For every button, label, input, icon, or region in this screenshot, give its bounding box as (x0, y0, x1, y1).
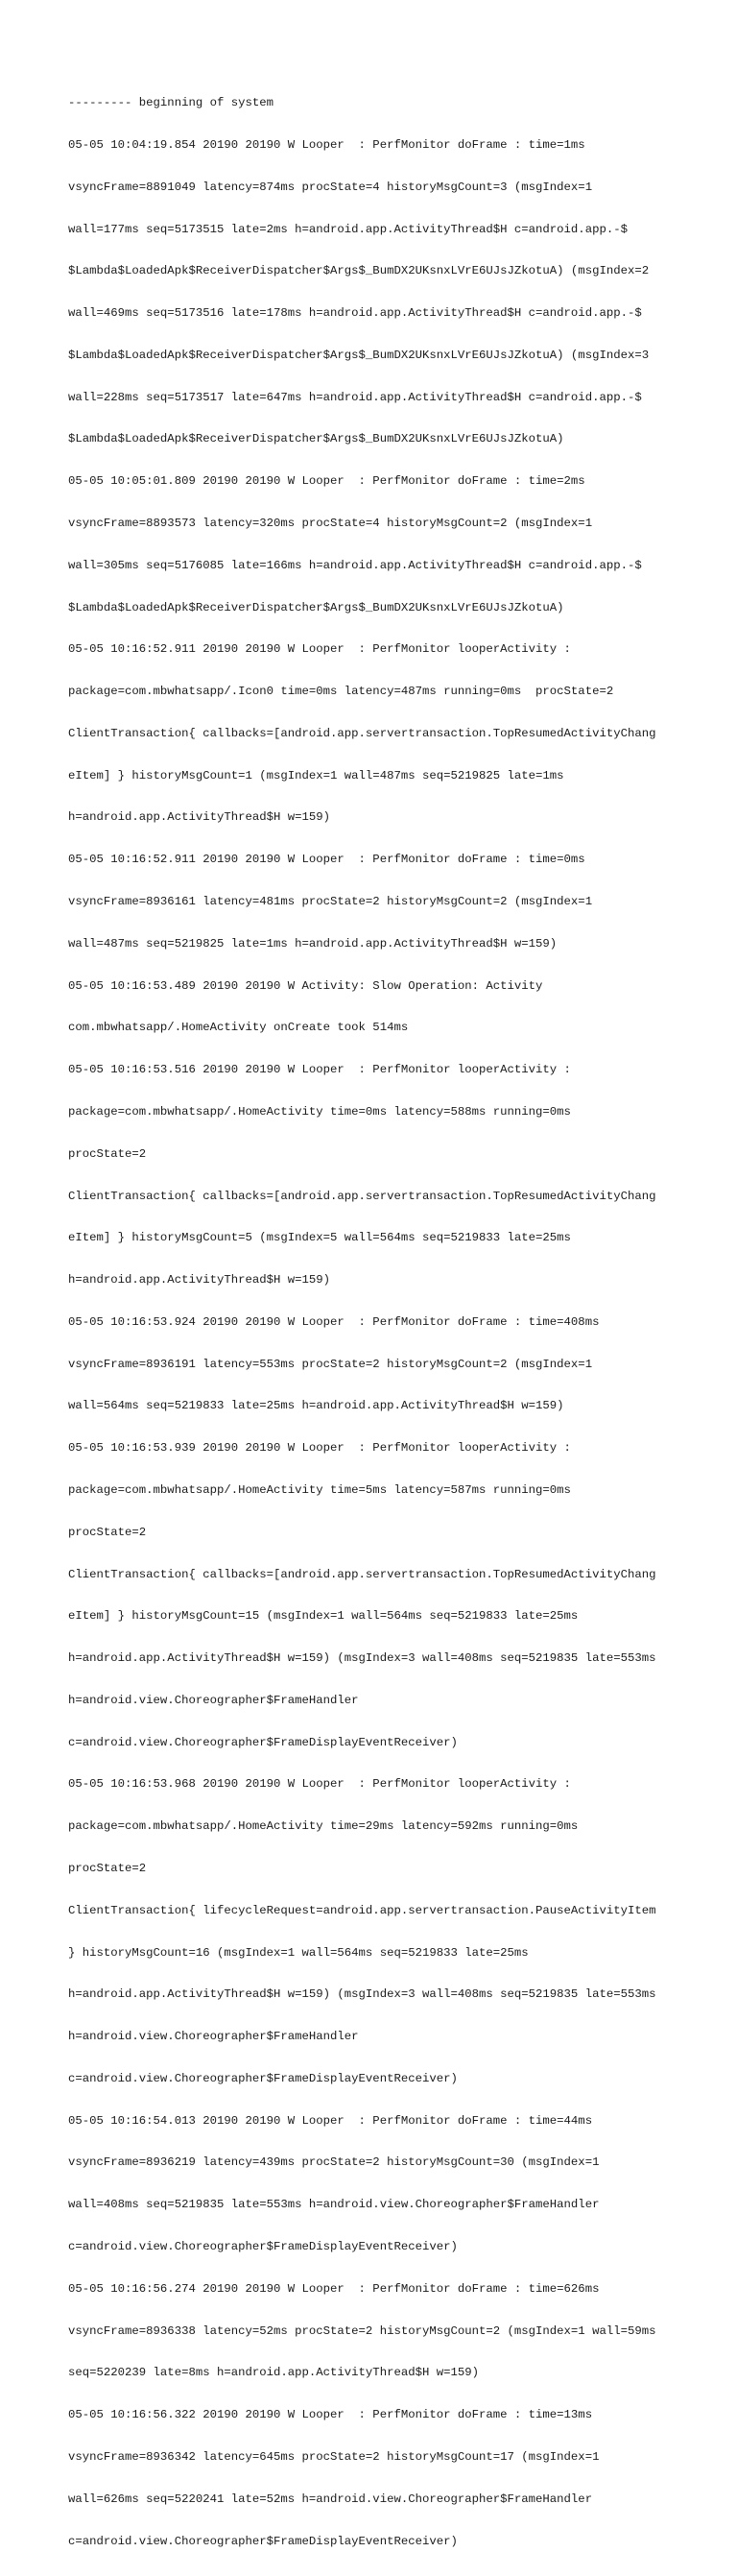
log-line: 05-05 10:16:53.924 20190 20190 W Looper : PerfMonitor doFrame : time=408ms (68, 1314, 600, 1329)
log-line: vsyncFrame=8936342 latency=645ms procState=2 historyMsgCount=17 (msgIndex=1 (68, 2449, 600, 2464)
log-line: package=com.mbwhatsapp/.HomeActivity time=29ms latency=592ms running=0ms (68, 1819, 579, 1834)
log-line: 05-05 10:05:01.809 20190 20190 W Looper : PerfMonitor doFrame : time=2ms (68, 474, 585, 489)
log-line: ClientTransaction{ callbacks=[android.app.servertransaction.TopResumedActivityChang (68, 726, 656, 740)
log-line: wall=564ms seq=5219833 late=25ms h=android.app.ActivityThread$H w=159) (68, 1399, 564, 1413)
log-line: vsyncFrame=8936219 latency=439ms procState=2 historyMsgCount=30 (msgIndex=1 (68, 2155, 600, 2170)
log-line: procState=2 (68, 1146, 147, 1161)
log-line: h=android.app.ActivityThread$H w=159) (msgIndex=3 wall=408ms seq=5219835 late=553ms (68, 1651, 656, 1666)
log-line: 05-05 10:16:56.322 20190 20190 W Looper : PerfMonitor doFrame : time=13ms (68, 2408, 593, 2422)
log-line: h=android.app.ActivityThread$H w=159) (msgIndex=3 wall=408ms seq=5219835 late=553ms (68, 1987, 656, 2002)
log-line: wall=177ms seq=5173515 late=2ms h=android.app.ActivityThread$H c=android.app.-$ (68, 222, 628, 236)
log-line: 05-05 10:16:54.013 20190 20190 W Looper : PerfMonitor doFrame : time=44ms (68, 2113, 593, 2128)
log-line: eItem] } historyMsgCount=15 (msgIndex=1 wall=564ms seq=5219833 late=25ms (68, 1609, 579, 1624)
log-line: 05-05 10:16:53.516 20190 20190 W Looper : PerfMonitor looperActivity : (68, 1063, 571, 1077)
log-line: vsyncFrame=8936191 latency=553ms procState=2 historyMsgCount=2 (msgIndex=1 (68, 1357, 593, 1371)
log-line: vsyncFrame=8936161 latency=481ms procState=2 historyMsgCount=2 (msgIndex=1 (68, 895, 593, 909)
log-line: $Lambda$LoadedApk$ReceiverDispatcher$Args$_BumDX2UKsnxLVrE6UJsJZkotuA) (msgIndex=2 (68, 264, 650, 278)
log-line: wall=469ms seq=5173516 late=178ms h=android.app.ActivityThread$H c=android.app.-$ (68, 306, 642, 321)
log-line: c=android.view.Choreographer$FrameDisplayEventReceiver) (68, 2534, 458, 2548)
log-line: eItem] } historyMsgCount=1 (msgIndex=1 wall=487ms seq=5219825 late=1ms (68, 768, 564, 782)
log-line: package=com.mbwhatsapp/.HomeActivity time=5ms latency=587ms running=0ms (68, 1482, 571, 1497)
log-line: $Lambda$LoadedApk$ReceiverDispatcher$Args$_BumDX2UKsnxLVrE6UJsJZkotuA) (68, 432, 564, 446)
log-line: h=android.view.Choreographer$FrameHandler (68, 2030, 359, 2044)
log-line: seq=5220239 late=8ms h=android.app.ActivityThread$H w=159) (68, 2366, 480, 2380)
log-line: wall=305ms seq=5176085 late=166ms h=android.app.ActivityThread$H c=android.app.-$ (68, 558, 642, 572)
log-line: package=com.mbwhatsapp/.HomeActivity time=0ms latency=588ms running=0ms (68, 1104, 571, 1119)
log-line: procState=2 (68, 1525, 147, 1539)
log-line: } historyMsgCount=16 (msgIndex=1 wall=564ms seq=5219833 late=25ms (68, 1945, 529, 1960)
log-line: h=android.app.ActivityThread$H w=159) (68, 810, 331, 825)
log-line: 05-05 10:16:53.489 20190 20190 W Activity: Slow Operation: Activity (68, 978, 543, 993)
log-line: 05-05 10:16:52.911 20190 20190 W Looper : PerfMonitor doFrame : time=0ms (68, 853, 585, 867)
log-line: vsyncFrame=8936338 latency=52ms procState=2 historyMsgCount=2 (msgIndex=1 wall=59ms (68, 2323, 656, 2338)
log-line: --------- beginning of system (68, 96, 274, 110)
log-line: eItem] } historyMsgCount=5 (msgIndex=5 wall=564ms seq=5219833 late=25ms (68, 1231, 571, 1245)
log-line: c=android.view.Choreographer$FrameDisplayEventReceiver) (68, 1735, 458, 1749)
log-line: wall=487ms seq=5219825 late=1ms h=android.app.ActivityThread$H w=159) (68, 936, 558, 951)
log-line: h=android.view.Choreographer$FrameHandler (68, 1693, 359, 1707)
log-line: 05-05 10:16:56.274 20190 20190 W Looper : PerfMonitor doFrame : time=626ms (68, 2281, 600, 2296)
log-line: ClientTransaction{ callbacks=[android.app.servertransaction.TopResumedActivityChang (68, 1567, 656, 1581)
log-line: wall=228ms seq=5173517 late=647ms h=android.app.ActivityThread$H c=android.app.-$ (68, 390, 642, 404)
log-line: wall=408ms seq=5219835 late=553ms h=android.view.Choreographer$FrameHandler (68, 2198, 600, 2212)
log-line: 05-05 10:16:53.939 20190 20190 W Looper : PerfMonitor looperActivity : (68, 1441, 571, 1456)
log-line: 05-05 10:16:52.911 20190 20190 W Looper : PerfMonitor looperActivity : (68, 642, 571, 657)
log-line: wall=626ms seq=5220241 late=52ms h=android.view.Choreographer$FrameHandler (68, 2492, 593, 2506)
log-line: h=android.app.ActivityThread$H w=159) (68, 1273, 331, 1288)
log-line: com.mbwhatsapp/.HomeActivity onCreate took 514ms (68, 1021, 409, 1035)
log-line: ClientTransaction{ lifecycleRequest=android.app.servertransaction.PauseActivityItem (68, 1903, 656, 1917)
log-line: vsyncFrame=8891049 latency=874ms procState=4 historyMsgCount=3 (msgIndex=1 (68, 180, 593, 194)
log-line: c=android.view.Choreographer$FrameDisplayEventReceiver) (68, 2240, 458, 2254)
log-text-block (68, 68, 682, 2576)
log-line: vsyncFrame=8893573 latency=320ms procState=4 historyMsgCount=2 (msgIndex=1 (68, 517, 593, 530)
log-line: 05-05 10:16:53.968 20190 20190 W Looper : PerfMonitor looperActivity : (68, 1777, 571, 1792)
log-line: c=android.view.Choreographer$FrameDisplayEventReceiver) (68, 2071, 458, 2085)
log-line: $Lambda$LoadedApk$ReceiverDispatcher$Args$_BumDX2UKsnxLVrE6UJsJZkotuA) (68, 600, 564, 614)
log-line: $Lambda$LoadedApk$ReceiverDispatcher$Args$_BumDX2UKsnxLVrE6UJsJZkotuA) (msgIndex=3 (68, 348, 650, 362)
log-line: procState=2 (68, 1862, 147, 1875)
log-line: package=com.mbwhatsapp/.Icon0 time=0ms latency=487ms running=0ms procState=2 (68, 685, 614, 699)
log-line: 05-05 10:04:19.854 20190 20190 W Looper : PerfMonitor doFrame : time=1ms (68, 137, 585, 152)
log-line: ClientTransaction{ callbacks=[android.app.servertransaction.TopResumedActivityChang (68, 1189, 656, 1203)
